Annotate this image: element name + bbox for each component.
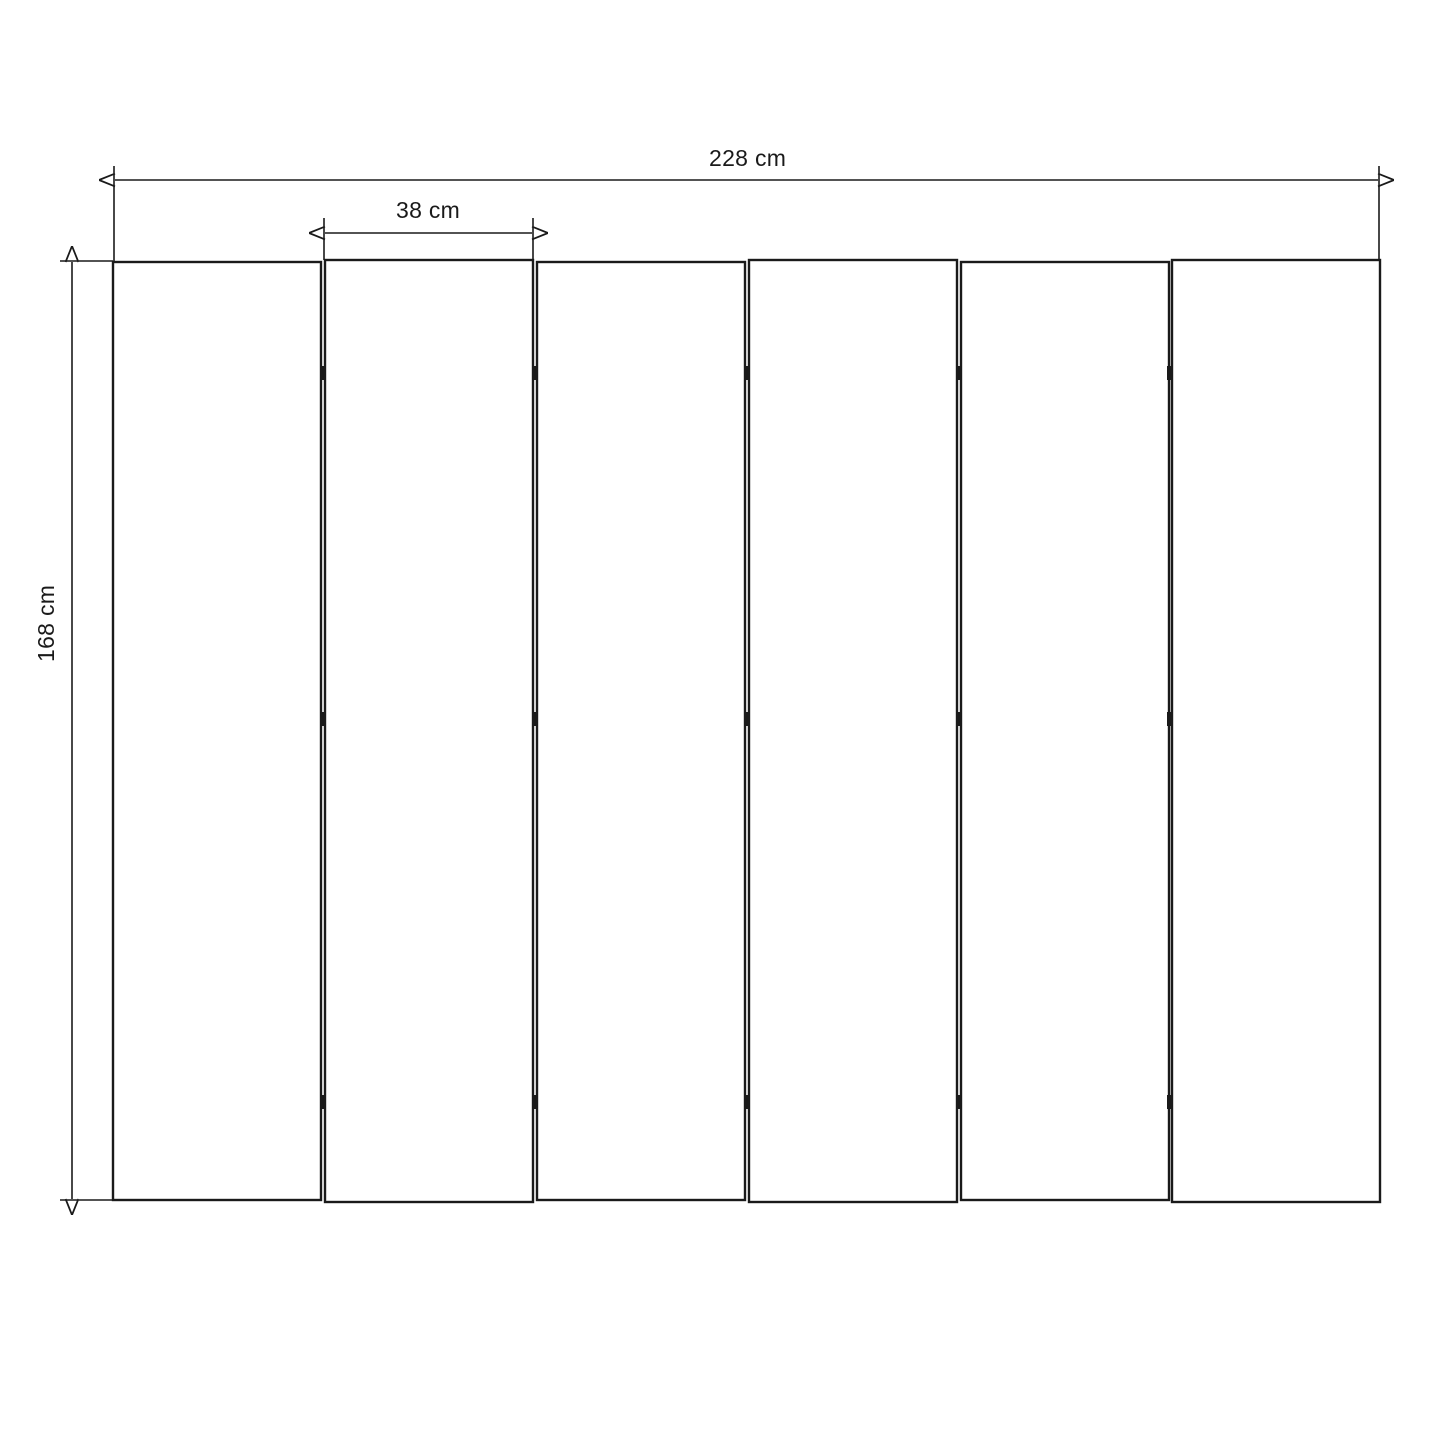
panel-3: [537, 262, 745, 1200]
panel-width-dimension: [324, 218, 533, 262]
total-width-label: 228 cm: [709, 145, 787, 171]
height-dimension: [60, 261, 113, 1200]
height-label: 168 cm: [33, 584, 59, 662]
panel-6: [1172, 260, 1380, 1202]
panel-group: [113, 260, 1380, 1202]
panel-width-label: 38 cm: [396, 197, 461, 223]
panel-2: [325, 260, 533, 1202]
total-width-dimension: [114, 166, 1379, 262]
panel-1: [113, 262, 321, 1200]
height-label-wrapper: [0, 0, 100, 662]
panel-4: [749, 260, 957, 1202]
panel-5: [961, 262, 1169, 1200]
